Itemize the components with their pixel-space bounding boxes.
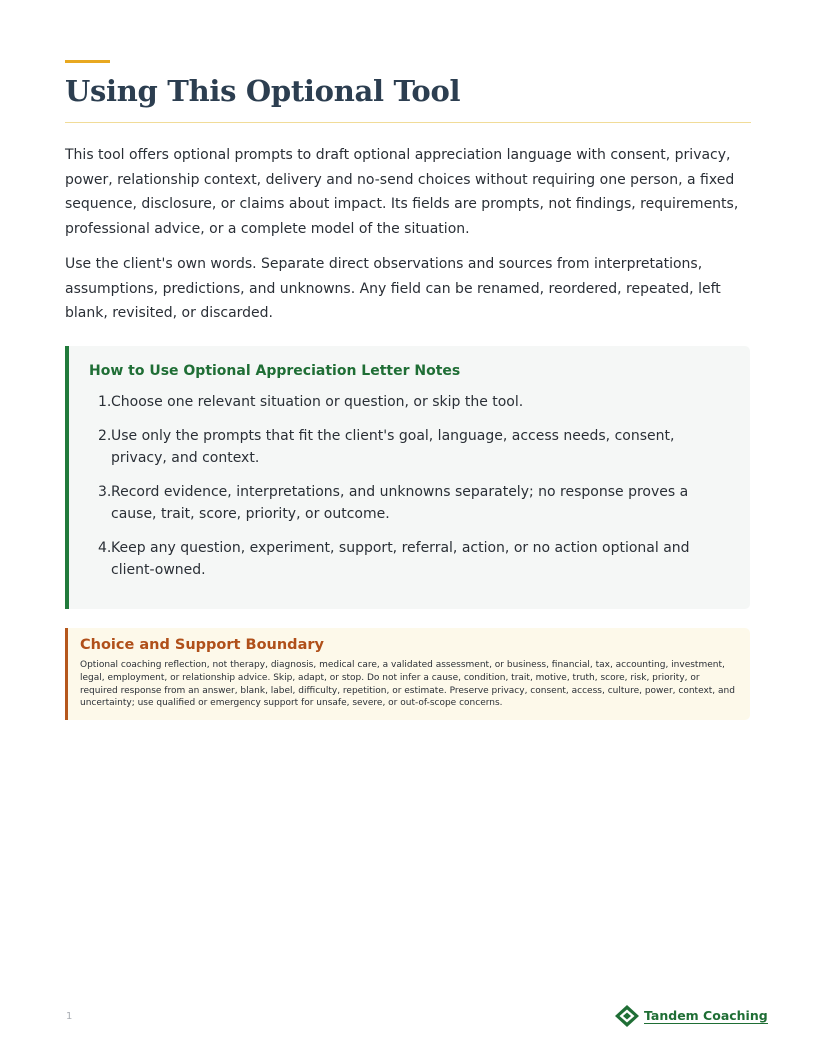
boundary-title: Choice and Support Boundary	[80, 637, 324, 653]
step-text: Record evidence, interpretations, and unknowns separately; no response proves a cause, trait, score, priority, or outcome.	[111, 483, 689, 522]
step-number: 3.	[98, 483, 112, 500]
intro-paragraph-2: Use the client's own words. Separate direct observations and sources from interpretations, assumptions, predictions, and unknowns. Any field can be renamed, reordered, repeated, left blank, revisited, or discarded.	[65, 256, 721, 321]
step-number: 1.	[98, 394, 112, 410]
page-number: 1	[66, 1011, 73, 1022]
how-to-steps	[98, 391, 731, 593]
how-to-title: How to Use Optional Appreciation Letter Notes	[89, 363, 461, 379]
boundary-text: Optional coaching reflection, not therapy, diagnosis, medical care, a validated assessment, or business, financial, tax, accounting, investment, legal, employment, or relationship advice. Skip, adapt, or stop. Do not infer a cause, condition, trait, motive, truth, score, risk, priority, or required response from an answer, blank, label, difficulty, repetition, or estimate. Preserve privacy, consent, access, culture, power, context, and uncertainty; use qualified or emergency support for unsafe, severe, or out-of-scope concerns.	[80, 660, 735, 709]
how-to-step	[98, 537, 731, 582]
how-to-step	[98, 481, 731, 526]
how-to-callout	[65, 346, 750, 609]
step-number: 4.	[98, 539, 112, 556]
how-to-step	[98, 391, 731, 414]
title-accent-bar	[65, 60, 110, 63]
step-number: 2.	[98, 427, 112, 444]
diamond-logo-icon	[614, 1004, 640, 1028]
step-text: Choose one relevant situation or question, or skip the tool.	[111, 394, 524, 410]
brand-lockup	[614, 1004, 768, 1028]
how-to-step	[98, 425, 731, 470]
brand-name: Tandem Coaching	[644, 1007, 768, 1023]
intro-paragraph-1: This tool offers optional prompts to draft optional appreciation language with consent, privacy, power, relationship context, delivery and no-send choices without requiring one person, a fixed sequence, disclosure, or claims about impact. Its fields are prompts, not findings, requirements, professional advice, or a complete model of the situation.	[65, 147, 739, 237]
step-text: Keep any question, experiment, support, referral, action, or no action optional and client-owned.	[111, 539, 690, 578]
title-divider	[65, 122, 751, 123]
step-text: Use only the prompts that fit the client's goal, language, access needs, consent, privacy, and context.	[111, 427, 675, 466]
page-title: Using This Optional Tool	[65, 74, 461, 108]
support-boundary-callout	[65, 628, 750, 720]
